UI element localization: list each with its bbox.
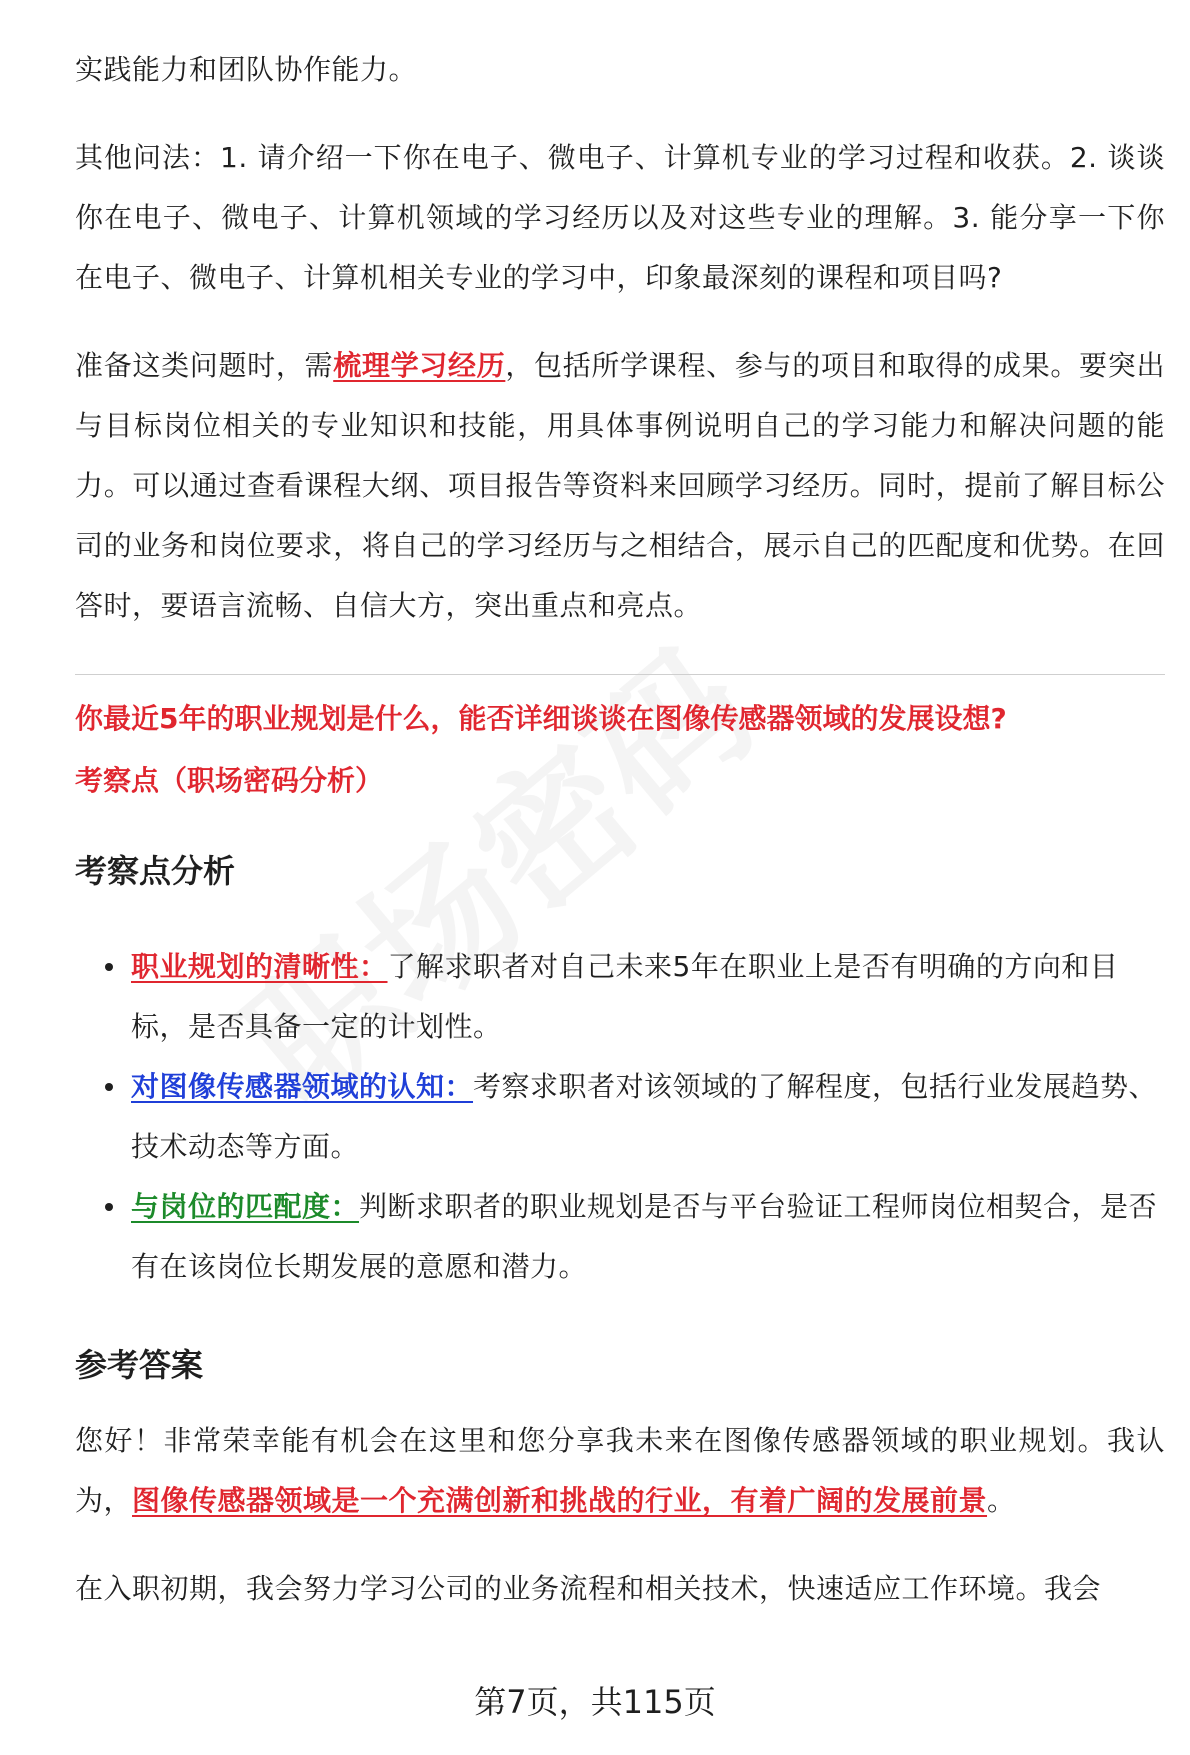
prep-advice-paragraph (75, 336, 1165, 636)
analysis-item (131, 1177, 1165, 1297)
analysis-item-text: 考察求职者对该领域的了解程度，包括行业发展趋势、技术动态等方面。 (131, 1070, 1158, 1163)
answer-text-before: 您好！非常荣幸能有机会在这里和您分享我未来在图像传感器领域的职业规划。我认为， (75, 1424, 1165, 1517)
bullet-dot (105, 1083, 113, 1091)
content-area (75, 40, 1165, 1619)
page-footer: 第7页，共115页 (474, 1683, 716, 1721)
section-divider (75, 674, 1165, 675)
prep-text-after: ，包括所学课程、参与的项目和取得的成果。要突出与目标岗位相关的专业知识和技能，用具体事例说明自己的学习能力和解决问题的能力。可以通过查看课程大纲、项目报告等资料来回顾学习经历。同时，提前了解目标公司的业务和岗位要求，将自己的学习经历与之相结合，展示自己的匹配度和优势。在回答时，要语言流畅、自信大方，突出重点和亮点。 (75, 349, 1165, 622)
answer-paragraph-1 (75, 1411, 1165, 1531)
analysis-item (131, 937, 1165, 1057)
intro-tail-paragraph: 实践能力和团队协作能力。 (75, 53, 418, 86)
analysis-item-label: 职业规划的清晰性： (131, 950, 388, 983)
answer-highlight: 图像传感器领域是一个充满创新和挑战的行业，有着广阔的发展前景 (132, 1484, 988, 1517)
prep-text-before: 准备这类问题时，需 (75, 349, 334, 382)
bullet-dot (105, 963, 113, 971)
analysis-item-label: 对图像传感器领域的认知： (131, 1070, 474, 1103)
prep-highlight: 梳理学习经历 (333, 349, 506, 382)
analysis-item-label: 与岗位的匹配度： (131, 1190, 360, 1223)
analysis-list (75, 937, 1165, 1297)
analysis-item-text: 判断求职者的职业规划是否与平台验证工程师岗位相契合，是否有在该岗位长期发展的意愿和潜力。 (131, 1190, 1158, 1283)
other-asks-paragraph: 其他问法：1. 请介绍一下你在电子、微电子、计算机专业的学习过程和收获。2. 谈谈你在电子、微电子、计算机领域的学习经历以及对这些专业的理解。3. 能分享一下你在电子、微电子、计算机相关专业的学习中，印象最深刻的课程和项目吗? (75, 141, 1165, 294)
answer-text-after: 。 (987, 1484, 1016, 1517)
analysis-item (131, 1057, 1165, 1177)
analysis-heading: 考察点分析 (75, 852, 236, 890)
answer-heading: 参考答案 (75, 1346, 204, 1384)
bullet-dot (105, 1203, 113, 1211)
answer-paragraph-2: 在入职初期，我会努力学习公司的业务流程和相关技术，快速适应工作环境。我会 (75, 1572, 1102, 1605)
analysis-item-text: 了解求职者对自己未来5年在职业上是否有明确的方向和目标，是否具备一定的计划性。 (131, 950, 1119, 1043)
question-subtitle: 考察点（职场密码分析） (75, 764, 384, 797)
question-title: 你最近5年的职业规划是什么，能否详细谈谈在图像传感器领域的发展设想? (75, 702, 1007, 735)
